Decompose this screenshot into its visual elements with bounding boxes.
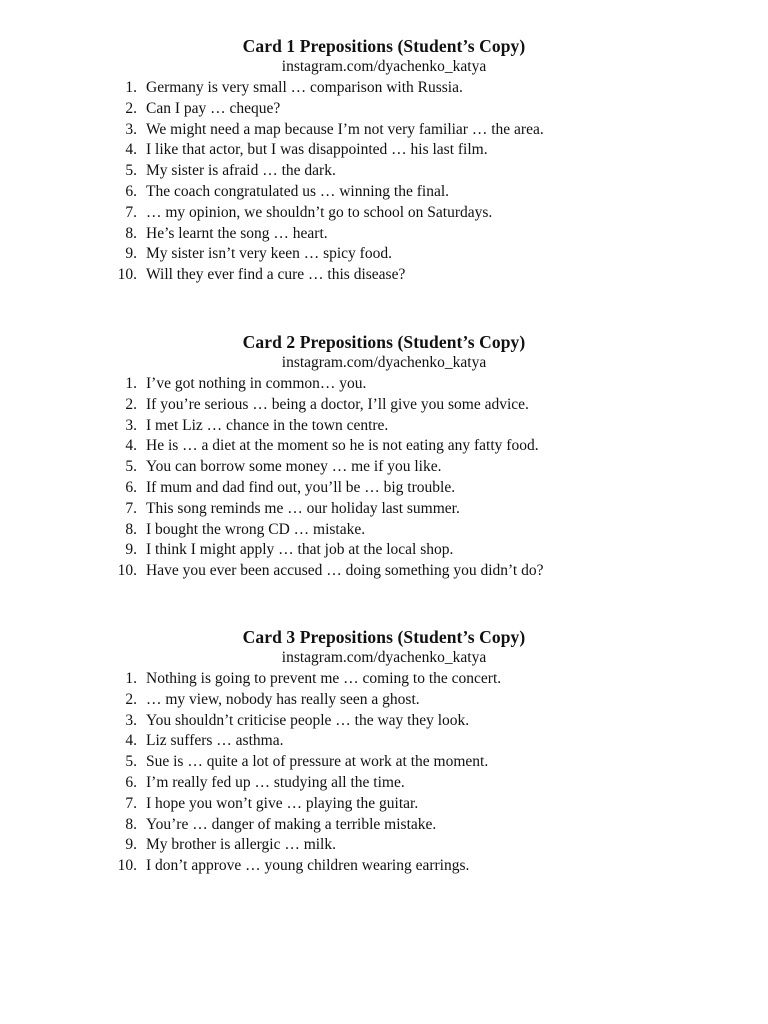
item-text: Liz suffers … asthma. (146, 732, 284, 750)
item-text: I like that actor, but I was disappointed … his last film. (146, 141, 488, 159)
item-number: 9. (125, 245, 137, 263)
item-text: I met Liz … chance in the town centre. (146, 416, 389, 434)
list-item (0, 265, 768, 286)
card-subtitle: instagram.com/dyachenko_katya (281, 649, 487, 666)
item-text: This song reminds me … our holiday last summer. (146, 499, 460, 517)
item-text: Sue is … quite a lot of pressure at work at the moment. (146, 753, 489, 771)
item-text: We might need a map because I’m not very familiar … the area. (146, 120, 544, 138)
item-number: 5. (125, 458, 137, 476)
item-number: 4. (125, 141, 137, 159)
item-number: 4. (125, 437, 137, 455)
list-item (0, 520, 768, 541)
list-item (0, 224, 768, 245)
item-number: 8. (125, 815, 137, 833)
item-text: I’ve got nothing in common… you. (146, 375, 367, 392)
list-item (0, 540, 768, 561)
card-title: Card 3 Prepositions (Student’s Copy) (242, 627, 526, 647)
list-item (0, 835, 768, 856)
item-number: 10. (117, 266, 137, 284)
item-text: I don’t approve … young children wearing earrings. (146, 857, 470, 875)
item-text: Will they ever find a cure … this disease? (146, 266, 406, 284)
list-item (0, 794, 768, 815)
list-item (0, 140, 768, 161)
list-item (0, 416, 768, 437)
card-3 (0, 626, 768, 875)
item-text: I’m really fed up … studying all the time. (146, 773, 405, 791)
item-number: 2. (125, 395, 137, 413)
list-item (0, 711, 768, 732)
card-title: Card 1 Prepositions (Student’s Copy) (242, 36, 526, 56)
item-number: 7. (125, 794, 137, 812)
question-list (0, 374, 768, 582)
list-item (0, 752, 768, 773)
item-number: 3. (125, 416, 137, 434)
item-text: He is … a diet at the moment so he is not eating any fatty food. (146, 437, 539, 455)
item-number: 6. (125, 478, 137, 496)
list-item (0, 78, 768, 99)
item-text: Have you ever been accused … doing something you didn’t do? (146, 562, 544, 580)
list-item (0, 690, 768, 711)
list-item (0, 478, 768, 499)
list-item (0, 457, 768, 478)
item-text: You can borrow some money … me if you like. (146, 458, 442, 476)
item-number: 8. (125, 224, 137, 242)
list-item (0, 669, 768, 690)
item-text: … my opinion, we shouldn’t go to school on Saturdays. (146, 203, 493, 221)
list-item (0, 244, 768, 265)
item-text: I bought the wrong CD … mistake. (146, 520, 366, 538)
item-number: 8. (125, 520, 137, 538)
card-subtitle: instagram.com/dyachenko_katya (281, 58, 487, 75)
list-item (0, 99, 768, 120)
list-item (0, 561, 768, 582)
list-item (0, 120, 768, 141)
item-text: If you’re serious … being a doctor, I’ll give you some advice. (146, 395, 529, 413)
item-text: My sister isn’t very keen … spicy food. (146, 245, 392, 263)
list-item (0, 374, 768, 395)
item-number: 10. (117, 562, 137, 580)
item-number: 6. (125, 773, 137, 791)
card-subtitle: instagram.com/dyachenko_katya (281, 354, 487, 371)
list-item (0, 499, 768, 520)
item-number: 2. (125, 99, 137, 117)
item-number: 1. (125, 670, 137, 687)
list-item (0, 161, 768, 182)
list-item (0, 731, 768, 752)
item-text: I think I might apply … that job at the local shop. (146, 541, 454, 559)
item-text: Nothing is going to prevent me … coming to the concert. (146, 670, 502, 687)
list-item (0, 436, 768, 457)
item-text: He’s learnt the song … heart. (146, 224, 328, 242)
item-number: 1. (125, 375, 137, 392)
card-1 (0, 35, 768, 284)
item-text: Can I pay … cheque? (146, 99, 281, 117)
item-text: I hope you won’t give … playing the guitar. (146, 794, 419, 812)
item-text: Germany is very small … comparison with Russia. (146, 79, 463, 96)
item-number: 7. (125, 499, 137, 517)
list-item (0, 856, 768, 877)
list-item (0, 182, 768, 203)
item-number: 3. (125, 711, 137, 729)
item-text: My brother is allergic … milk. (146, 836, 336, 854)
item-number: 3. (125, 120, 137, 138)
item-number: 9. (125, 836, 137, 854)
item-text: … my view, nobody has really seen a ghost. (146, 690, 420, 708)
item-number: 5. (125, 753, 137, 771)
card-title: Card 2 Prepositions (Student’s Copy) (242, 332, 526, 352)
item-number: 2. (125, 690, 137, 708)
item-text: You shouldn’t criticise people … the way they look. (146, 711, 470, 729)
item-number: 6. (125, 182, 137, 200)
item-number: 9. (125, 541, 137, 559)
list-item (0, 773, 768, 794)
item-text: The coach congratulated us … winning the final. (146, 182, 450, 200)
item-number: 10. (117, 857, 137, 875)
list-item (0, 815, 768, 836)
item-text: If mum and dad find out, you’ll be … big trouble. (146, 478, 456, 496)
question-list (0, 78, 768, 286)
list-item (0, 203, 768, 224)
item-text: You’re … danger of making a terrible mistake. (146, 815, 437, 833)
item-number: 1. (125, 79, 137, 96)
question-list (0, 669, 768, 877)
list-item (0, 395, 768, 416)
item-number: 7. (125, 203, 137, 221)
item-number: 4. (125, 732, 137, 750)
card-2 (0, 331, 768, 580)
item-number: 5. (125, 162, 137, 180)
item-text: My sister is afraid … the dark. (146, 162, 336, 180)
